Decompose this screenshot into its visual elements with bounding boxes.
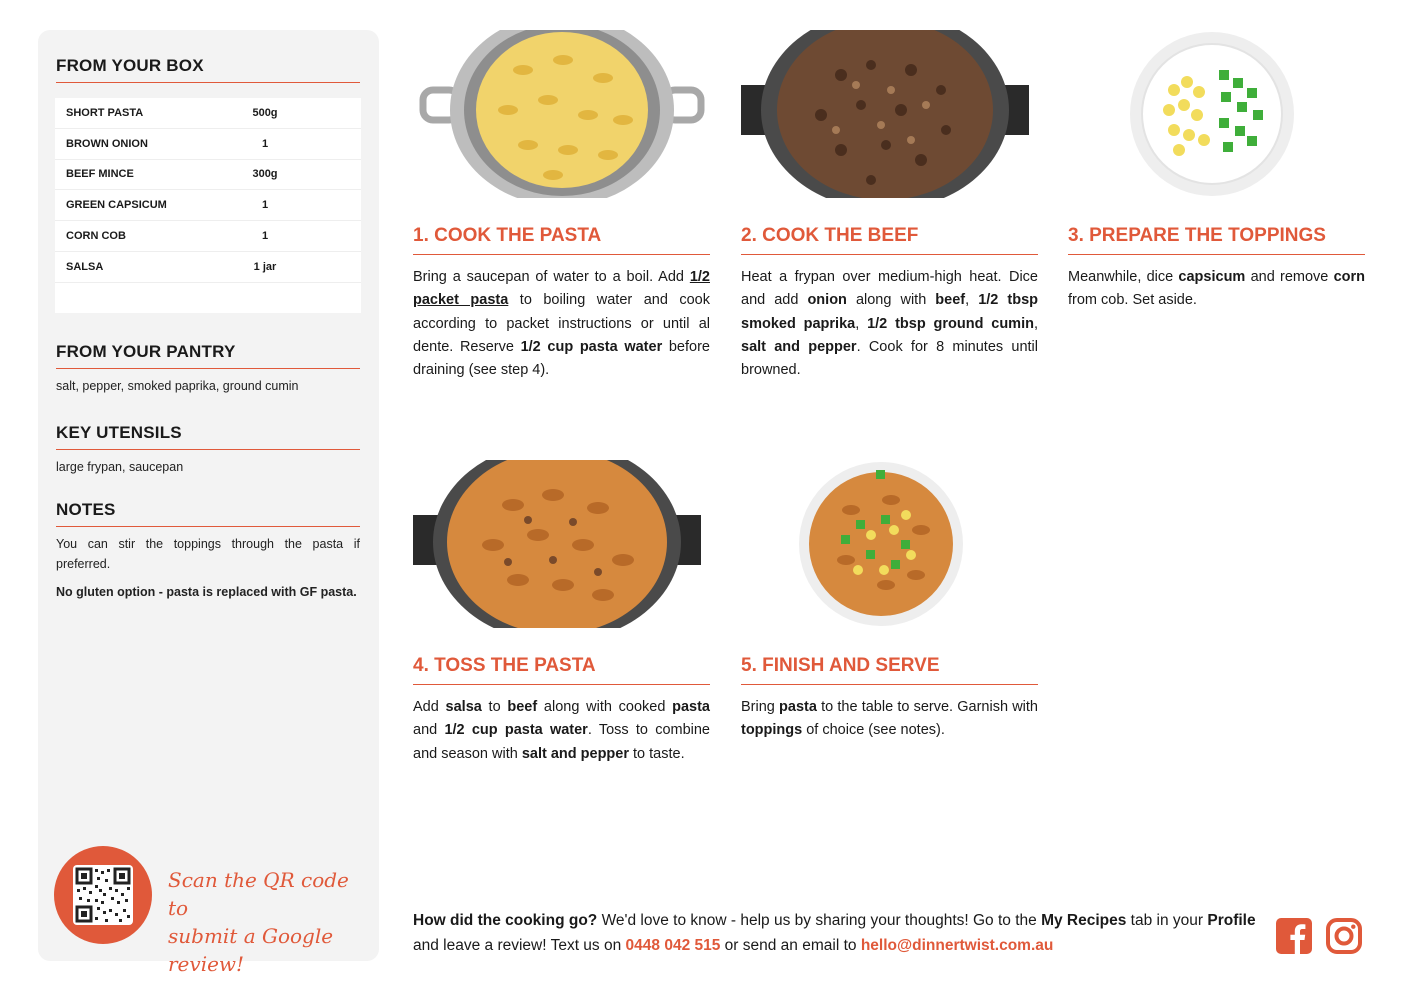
utensils-title-rule (56, 449, 360, 450)
ingredient-name: SALSA (66, 260, 104, 273)
step1-text-part: before draining (see step 4). (413, 338, 710, 379)
step2-text (741, 266, 1038, 382)
step4-text (413, 696, 710, 766)
ingredient-name: SHORT PASTA (66, 106, 144, 119)
notes-text: You can stir the toppings through the pasta if preferred. (56, 537, 360, 571)
pantry-text: salt, pepper, smoked paprika, ground cumin (56, 379, 299, 393)
step1-title: 1. COOK THE PASTA (413, 225, 602, 246)
from-your-pantry-title: FROM YOUR PANTRY (56, 342, 236, 361)
from-your-box-title: FROM YOUR BOX (56, 56, 204, 75)
step4-salt-pepper: salt and pepper (521, 745, 629, 762)
step1-text-part: to boiling water and cook according to packet instructions or until al dente. Reserve (413, 292, 710, 355)
ingredient-qty: 1 (261, 199, 269, 212)
step2-onion: onion (807, 292, 847, 309)
step3-title: 3. PREPARE THE TOPPINGS (1068, 225, 1326, 246)
qr-caption-line1: Scan the QR code to (168, 868, 349, 920)
step5-pasta: pasta (779, 699, 817, 715)
ingredient-qty: 500g (252, 106, 278, 119)
footer-text-part: and leave a review! Text us on (413, 937, 626, 954)
footer-text-part: We'd love to know - help us by sharing your thoughts! Go to the (597, 912, 1042, 929)
ingredients-table (55, 98, 361, 313)
step4-pasta: pasta (672, 699, 710, 715)
step5-text-part: to the table to serve. Garnish with (816, 699, 1038, 715)
qr-badge[interactable] (54, 846, 152, 944)
ingredient-name: CORN COB (66, 230, 126, 243)
ingredient-qty: 1 (261, 230, 269, 243)
key-utensils-title: KEY UTENSILS (56, 423, 182, 442)
step4-salsa: salsa (445, 699, 482, 715)
footer-email-link[interactable]: hello@dinnertwist.com.au (860, 937, 1054, 954)
utensils-text: large frypan, saucepan (56, 460, 184, 474)
step2-rule (741, 254, 1038, 255)
prepare-toppings-image (1129, 30, 1295, 198)
finish-serve-image (796, 460, 966, 628)
ingredient-qty: 1 (261, 137, 269, 150)
step3-text-part: from cob. Set aside. (1068, 292, 1197, 309)
step4-rule (413, 684, 710, 685)
step3-text-part: and remove (1245, 269, 1334, 285)
step2-text-part: . Cook for 8 minutes until browned. (741, 338, 1038, 379)
step5-rule (741, 684, 1038, 685)
step2-text-part: , (965, 292, 979, 309)
toss-pasta-image (413, 460, 701, 628)
step5-text-part: of choice (see notes). (802, 722, 945, 739)
step3-corn: corn (1333, 269, 1365, 285)
step2-text-part: , (1033, 315, 1038, 332)
ingredient-row (55, 190, 361, 221)
step5-toppings: toppings (741, 722, 803, 739)
step2-title: 2. COOK THE BEEF (741, 225, 919, 246)
step1-pasta-water: 1/2 cup pasta water (520, 338, 663, 355)
footer-profile: Profile (1207, 912, 1256, 929)
ingredient-qty: 1 jar (253, 260, 277, 273)
step2-cumin: 1/2 tbsp ground cumin (867, 315, 1034, 332)
notes-title: NOTES (56, 500, 116, 519)
step2-paprika: 1/2 tbsp smoked paprika (741, 292, 1038, 332)
qr-code-icon[interactable] (73, 865, 133, 925)
footer-question: How did the cooking go? (413, 912, 598, 929)
step2-text-part: along with (846, 292, 936, 309)
facebook-icon[interactable] (1276, 918, 1312, 954)
ingredient-row (55, 98, 361, 129)
step1-text (413, 266, 710, 382)
step1-text-part: Bring a saucepan of water to a boil. Add (413, 269, 690, 285)
instagram-icon[interactable] (1326, 918, 1362, 954)
step2-text-part: , (855, 315, 868, 332)
notes-title-rule (56, 526, 360, 527)
ingredient-name: GREEN CAPSICUM (66, 199, 167, 212)
cook-beef-image (741, 30, 1029, 198)
footer-phone-link[interactable]: 0448 042 515 (625, 937, 721, 954)
step5-text (741, 696, 1038, 743)
step3-capsicum: capsicum (1178, 269, 1246, 285)
step2-text-part: Heat a frypan over medium-high heat. Dice and add (741, 269, 1038, 309)
step5-text-part: Bring (741, 699, 780, 715)
feedback-footer (413, 908, 1263, 958)
ingredient-name: BEEF MINCE (66, 168, 134, 181)
notes-bold-text: No gluten option - pasta is replaced with GF pasta. (56, 585, 357, 599)
step4-text-part: and (413, 722, 445, 739)
step2-salt-pepper: salt and pepper (741, 338, 857, 355)
step5-title: 5. FINISH AND SERVE (741, 655, 940, 676)
ingredient-name: BROWN ONION (66, 137, 148, 150)
qr-caption-line2: submit a Google review! (168, 924, 334, 976)
footer-text-part: or send an email to (720, 937, 861, 954)
sidebar (38, 30, 379, 976)
step3-text-part: Meanwhile, dice (1068, 269, 1179, 285)
step2-beef: beef (935, 292, 966, 309)
ingredient-row (55, 252, 361, 283)
ingredient-qty: 300g (252, 168, 278, 181)
step1-pasta-qty: 1/2 packet pasta (413, 269, 710, 309)
step4-title: 4. TOSS THE PASTA (413, 655, 596, 676)
step4-beef: beef (507, 699, 538, 715)
footer-my-recipes: My Recipes (1041, 912, 1127, 929)
step1-rule (413, 254, 710, 255)
cook-pasta-image (413, 30, 711, 198)
step4-text-part: along with cooked (537, 699, 673, 715)
pantry-title-rule (56, 368, 360, 369)
step4-text-part: to taste. (629, 745, 685, 762)
step3-rule (1068, 254, 1365, 255)
step4-pasta-water: 1/2 cup pasta water (444, 722, 588, 739)
ingredient-row (55, 160, 361, 191)
box-title-rule (56, 82, 360, 83)
step4-text-part: . Toss to combine and season with (413, 722, 710, 762)
qr-caption (168, 866, 368, 978)
step3-text (1068, 266, 1365, 313)
ingredient-row (55, 221, 361, 252)
step4-text-part: to (481, 699, 508, 715)
step4-text-part: Add (413, 699, 446, 715)
footer-text-part: tab in your (1126, 912, 1208, 929)
ingredient-row (55, 129, 361, 160)
